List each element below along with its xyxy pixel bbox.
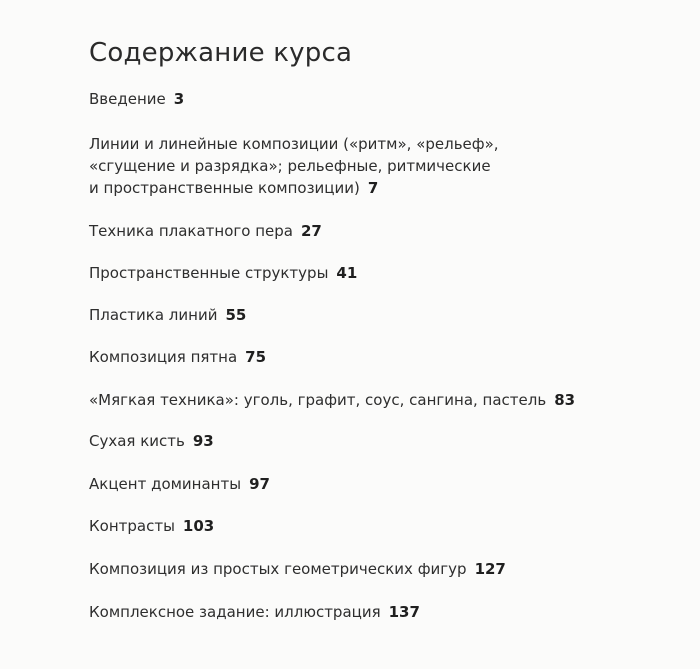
toc-entry-title: «Мягкая техника»: уголь, графит, соус, сангина, пастель	[89, 391, 547, 409]
toc-entry-title-line-1: Линии и линейные композиции («ритм», «рельеф»,	[89, 135, 499, 153]
toc-entry-page-number: 93	[192, 432, 214, 450]
toc-entry-page-number: 97	[249, 475, 270, 493]
toc-entry-page-number: 55	[225, 306, 247, 324]
toc-entry-title: Сухая кисть	[89, 432, 185, 450]
toc-entry-title: Введение	[89, 90, 166, 108]
toc-entry-introduction	[89, 88, 649, 110]
toc-entry-title: Техника плакатного пера	[89, 222, 293, 240]
toc-entry-title: Акцент доминанты	[89, 475, 242, 493]
toc-entry-page-number: 7	[367, 179, 379, 197]
toc-entry-page-number: 127	[474, 560, 506, 578]
toc-entry-contrasts	[89, 515, 649, 537]
toc-entry-page-number: 3	[173, 90, 185, 108]
toc-entry-complex-task	[89, 601, 649, 623]
toc-entry-page-number: 137	[388, 603, 420, 621]
toc-entry-spot-composition	[89, 346, 649, 368]
toc-entry-spatial-structures	[89, 262, 649, 284]
page-title: Содержание курса	[89, 38, 353, 68]
toc-entry-geometric-shapes	[89, 558, 649, 580]
toc-entry-dominant-accent	[89, 473, 649, 495]
toc-entry-soft-technique	[89, 389, 649, 411]
toc-entry-title: Контрасты	[89, 517, 175, 535]
toc-entry-poster-pen	[89, 220, 649, 242]
toc-entry-title: Комплексное задание: иллюстрация	[89, 603, 381, 621]
toc-entry-line-plasticity	[89, 304, 649, 326]
toc-entry-lines-compositions	[89, 133, 649, 199]
toc-entry-title: Пластика линий	[89, 306, 218, 324]
toc-entry-dry-brush	[89, 430, 649, 452]
toc-entry-title: Композиция пятна	[89, 348, 238, 366]
toc-entry-page-number: 41	[336, 264, 358, 282]
toc-entry-page-number: 27	[300, 222, 322, 240]
toc-entry-page-number: 75	[245, 348, 267, 366]
toc-entry-title: Пространственные структуры	[89, 264, 329, 282]
toc-entry-page-number: 83	[554, 391, 576, 409]
toc-entry-title-line-2: «сгущение и разрядка»; рельефные, ритмические	[89, 157, 491, 175]
toc-entry-title: Композиция из простых геометрических фигур	[89, 560, 467, 578]
toc-entry-page-number: 103	[182, 517, 215, 535]
toc-entry-title-line-3: и пространственные композиции)	[89, 179, 360, 197]
